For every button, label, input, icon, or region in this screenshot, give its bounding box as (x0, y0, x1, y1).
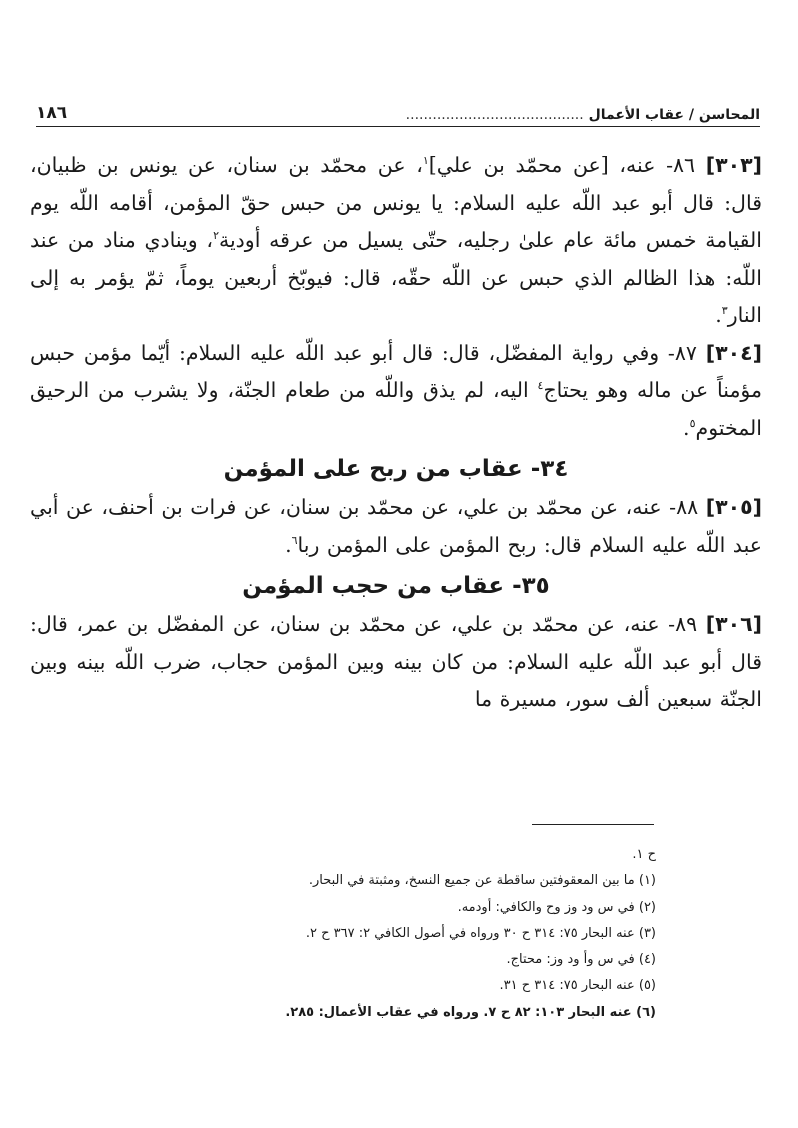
hadith-number: [٣٠٥] (705, 495, 762, 519)
period: . (715, 303, 722, 327)
footnote-ref: ٢ (213, 229, 219, 243)
footnotes (116, 842, 656, 1026)
hadith-number: [٣٠٦] (705, 612, 762, 636)
hadith-text: اليه، لم يذق واللّه من طعام الجنّة، ولا يشرب من الرحيق المختوم (30, 378, 762, 440)
section-heading-34: ٣٤- عقاب من ربح على المؤمن (223, 456, 569, 482)
hadith-text: ، عن محمّد بن سنان، عن يونس بن ظبيان، قال: قال أبو عبد اللّه عليه السلام: يا يونس من حبس حقّ المؤمن، أقامه اللّه يوم القيامة خمس مائة عام علىٰ رجليه، حتّى يسيل من عرقه أودية (30, 153, 762, 252)
footnote-5: (٥) عنه البحار ٧٥: ٣١٤ ح ٣١. (499, 978, 656, 994)
hadith-number: [٣٠٣] (705, 153, 762, 177)
period: . (285, 532, 292, 557)
footnote-ref: ٥ (689, 416, 696, 430)
hadith-text: ٨٦- عنه، [عن محمّد بن علي] (428, 153, 706, 177)
hadith-text: ٨٩- عنه، عن محمّد بن علي، عن محمّد بن سنان، عن المفضّل بن عمر، قال: قال أبو عبد اللّه عليه السلام: من كان بينه وبين المؤمن حجاب، ضرب اللّه بينه وبين الجنّة سبعين ألف سور، مسيرة ما (30, 612, 762, 711)
footnote-4: (٤) في س وأ ود وز: محتاج. (506, 952, 656, 968)
hadith-text: ، وينادي مناد من عند اللّه: هذا الظالم الذي حبس عن اللّه حقّه، قال: فيوبّخ أربعين يوماً، ثمّ يؤمر به إلى النار (30, 228, 762, 327)
footnote-ref: ٤ (537, 379, 544, 393)
running-title (406, 107, 760, 123)
footnote-2: (٢) في س ود وز وح والكافي: أودمه. (457, 899, 656, 915)
footnote-ref: ١ (422, 154, 429, 168)
footnote-6: (٦) عنه البحار ١٠٣: ٨٢ ح ٧. ورواه في عقاب الأعمال: ٢٨٥. (285, 1004, 656, 1020)
leader-dots: ........................................ (405, 107, 584, 123)
hadith-text: ٨٨- عنه، عن محمّد بن علي، عن محمّد بن سنان، عن فرات بن أحنف، عن أبي عبد اللّه عليه السلام قال: ربح المؤمن على المؤمن ربا (30, 495, 762, 557)
hadith-number: [٣٠٤] (705, 340, 762, 365)
footnote-3: (٣) عنه البحار ٧٥: ٣١٤ ح ٣٠ ورواه في أصول الكافي ٢: ٣٦٧ ح ٢. (305, 925, 656, 941)
page-number: ١٨٦ (36, 103, 68, 123)
section-heading-35: ٣٥- عقاب من حجب المؤمن (242, 573, 550, 599)
main-text (30, 147, 762, 719)
hadith-304 (30, 335, 762, 448)
hadith-text: ٨٧- وفي رواية المفضّل، قال: قال أبو عبد اللّه عليه السلام: أيّما مؤمن حبس مؤمناً عن ماله وهو يحتاج (30, 340, 762, 402)
footnote-ref: ٣ (721, 304, 728, 318)
period: . (683, 415, 690, 440)
footnote-1: (١) ما بين المعقوفتين ساقطة عن جميع النسخ، ومثبتة في البحار. (308, 873, 656, 889)
footnote-continuation: ح ١. (632, 847, 656, 862)
footnote-ref: ٦ (291, 533, 298, 547)
footnote-separator (532, 824, 654, 825)
running-header (36, 97, 760, 127)
hadith-303 (30, 147, 762, 335)
hadith-306 (30, 606, 762, 719)
running-title-text: المحاسن / عقاب الأعمال (588, 107, 760, 123)
hadith-305 (30, 489, 762, 564)
